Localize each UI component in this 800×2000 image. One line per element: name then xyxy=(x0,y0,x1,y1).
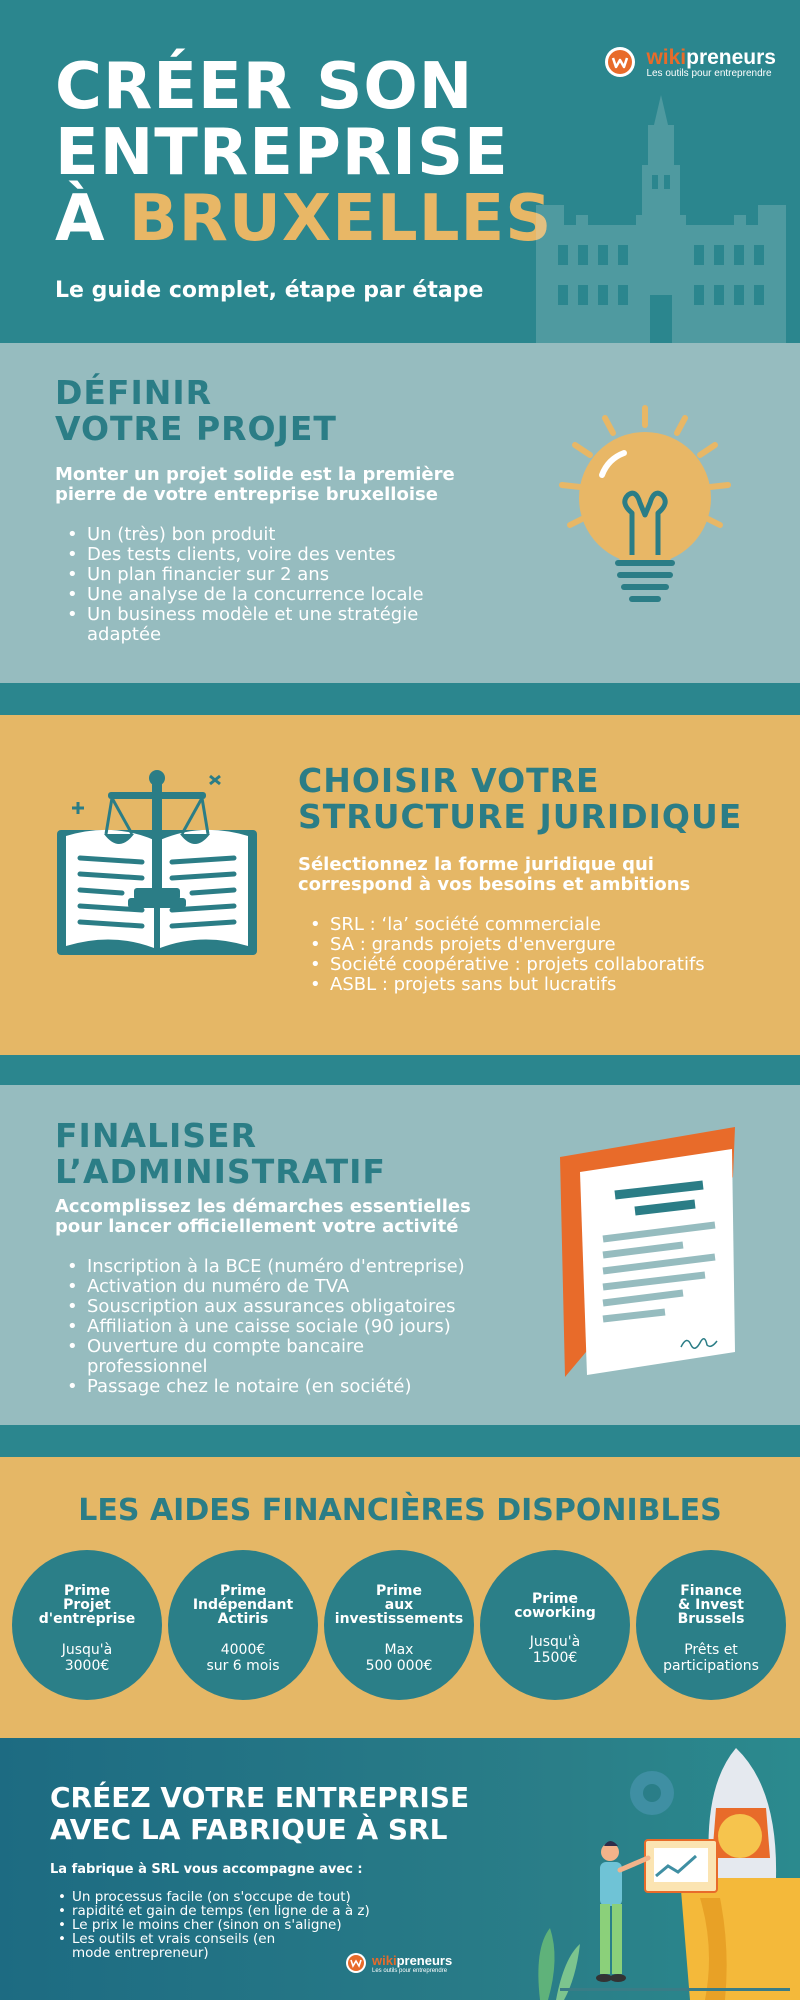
aid-amount: Prêts et participations xyxy=(663,1642,759,1674)
aid-amount: Max 500 000€ xyxy=(365,1642,433,1674)
list-item: • rapidité et gain de temps (en ligne de a à z) xyxy=(52,1904,370,1918)
step-define-project xyxy=(0,343,800,683)
step1-title: DÉFINIR VOTRE PROJET xyxy=(55,373,337,448)
list-item: • Le prix le moins cher (sinon on s'aligne) xyxy=(52,1918,370,1932)
aid-card xyxy=(12,1550,162,1700)
list-item: • Un business modèle et une stratégie adaptée xyxy=(55,605,495,645)
list-item: • Les outils et vrais conseils (en mode entrepreneur) xyxy=(52,1932,312,1960)
law-book-icon xyxy=(52,770,262,970)
step-legal-structure xyxy=(0,715,800,1055)
step1-lead: Monter un projet solide est la première pierre de votre entreprise bruxelloise xyxy=(55,464,455,505)
page-subtitle: Le guide complet, étape par étape xyxy=(55,278,484,303)
aid-amount: 4000€ sur 6 mois xyxy=(206,1642,280,1674)
brand-name: wikipreneurs xyxy=(646,45,776,69)
footer-brand-logo[interactable] xyxy=(345,1952,452,1974)
list-item: • Affiliation à une caisse sociale (90 jours) xyxy=(55,1317,535,1337)
title-accent-city: BRUXELLES xyxy=(128,182,553,256)
divider-band xyxy=(0,1425,800,1457)
aid-card xyxy=(480,1550,630,1700)
signed-document-icon xyxy=(555,1127,745,1387)
list-item: • Société coopérative : projets collaboratifs xyxy=(298,955,788,975)
aids-title: LES AIDES FINANCIÈRES DISPONIBLES xyxy=(78,1493,722,1528)
rocket-entrepreneur-illustration xyxy=(520,1748,800,2000)
step2-title: CHOISIR VOTRE STRUCTURE JURIDIQUE xyxy=(298,761,743,836)
list-item: • SA : grands projets d'envergure xyxy=(298,935,788,955)
divider-band xyxy=(0,683,800,715)
list-item: • Ouverture du compte bancaire professionnel xyxy=(55,1337,395,1377)
aids-list xyxy=(12,1550,788,1700)
aid-card xyxy=(324,1550,474,1700)
list-item: • Une analyse de la concurrence locale xyxy=(55,585,495,605)
footer-list xyxy=(52,1890,370,1960)
step3-list xyxy=(55,1257,535,1397)
list-item: • Des tests clients, voire des ventes xyxy=(55,545,495,565)
list-item: • Un plan financier sur 2 ans xyxy=(55,565,495,585)
wikipreneurs-logo-icon xyxy=(345,1952,367,1974)
step3-lead: Accomplissez les démarches essentielles pour lancer officiellement votre activité xyxy=(55,1196,471,1237)
hero-section xyxy=(0,0,800,343)
aid-name: Prime aux investissements xyxy=(334,1583,464,1627)
title-line-1: CRÉER SON xyxy=(55,50,474,124)
brussels-town-hall-icon xyxy=(536,95,786,343)
title-line-3 xyxy=(55,182,553,256)
title-line-3-prefix: À xyxy=(55,182,129,256)
aid-name: Prime Projet d'entreprise xyxy=(38,1583,136,1627)
step1-list xyxy=(55,525,495,645)
brand-logo[interactable] xyxy=(602,44,776,80)
footer-cta-section xyxy=(0,1738,800,2000)
list-item: • Souscription aux assurances obligatoires xyxy=(55,1297,535,1317)
footer-brand-name: wikipreneurs xyxy=(372,1952,453,1968)
list-item: • Un (très) bon produit xyxy=(55,525,495,545)
list-item: • Activation du numéro de TVA xyxy=(55,1277,535,1297)
footer-lead: La fabrique à SRL vous accompagne avec : xyxy=(50,1862,363,1877)
step-administrative xyxy=(0,1085,800,1425)
list-item: • Inscription à la BCE (numéro d'entreprise) xyxy=(55,1257,535,1277)
step2-list xyxy=(298,915,788,995)
aid-card xyxy=(636,1550,786,1700)
list-item: • Passage chez le notaire (en société) xyxy=(55,1377,535,1397)
wikipreneurs-logo-icon xyxy=(602,44,638,80)
step2-lead: Sélectionnez la forme juridique qui correspond à vos besoins et ambitions xyxy=(298,854,691,895)
footer-title: CRÉEZ VOTRE ENTREPRISE AVEC LA FABRIQUE À SRL xyxy=(50,1781,470,1846)
financial-aids-section xyxy=(0,1457,800,1738)
list-item: • Un processus facile (on s'occupe de tout) xyxy=(52,1890,370,1904)
aid-name: Finance & Invest Brussels xyxy=(677,1583,745,1627)
list-item: • SRL : ‘la’ société commerciale xyxy=(298,915,788,935)
brand-tagline: Les outils pour entreprendre xyxy=(646,67,772,79)
aid-name: Prime Indépendant Actiris xyxy=(192,1583,294,1627)
list-item: • ASBL : projets sans but lucratifs xyxy=(298,975,788,995)
aid-amount: Jusqu'à 1500€ xyxy=(529,1634,581,1666)
aid-name: Prime coworking xyxy=(514,1591,596,1621)
aid-card xyxy=(168,1550,318,1700)
divider-band xyxy=(0,1055,800,1085)
footer-brand-tagline: Les outils pour entreprendre xyxy=(372,1967,448,1974)
title-line-2: ENTREPRISE xyxy=(55,116,509,190)
step3-title: FINALISER L’ADMINISTRATIF xyxy=(55,1116,386,1191)
page-title xyxy=(55,50,553,256)
lightbulb-icon xyxy=(540,403,750,623)
aid-amount: Jusqu'à 3000€ xyxy=(61,1642,113,1674)
